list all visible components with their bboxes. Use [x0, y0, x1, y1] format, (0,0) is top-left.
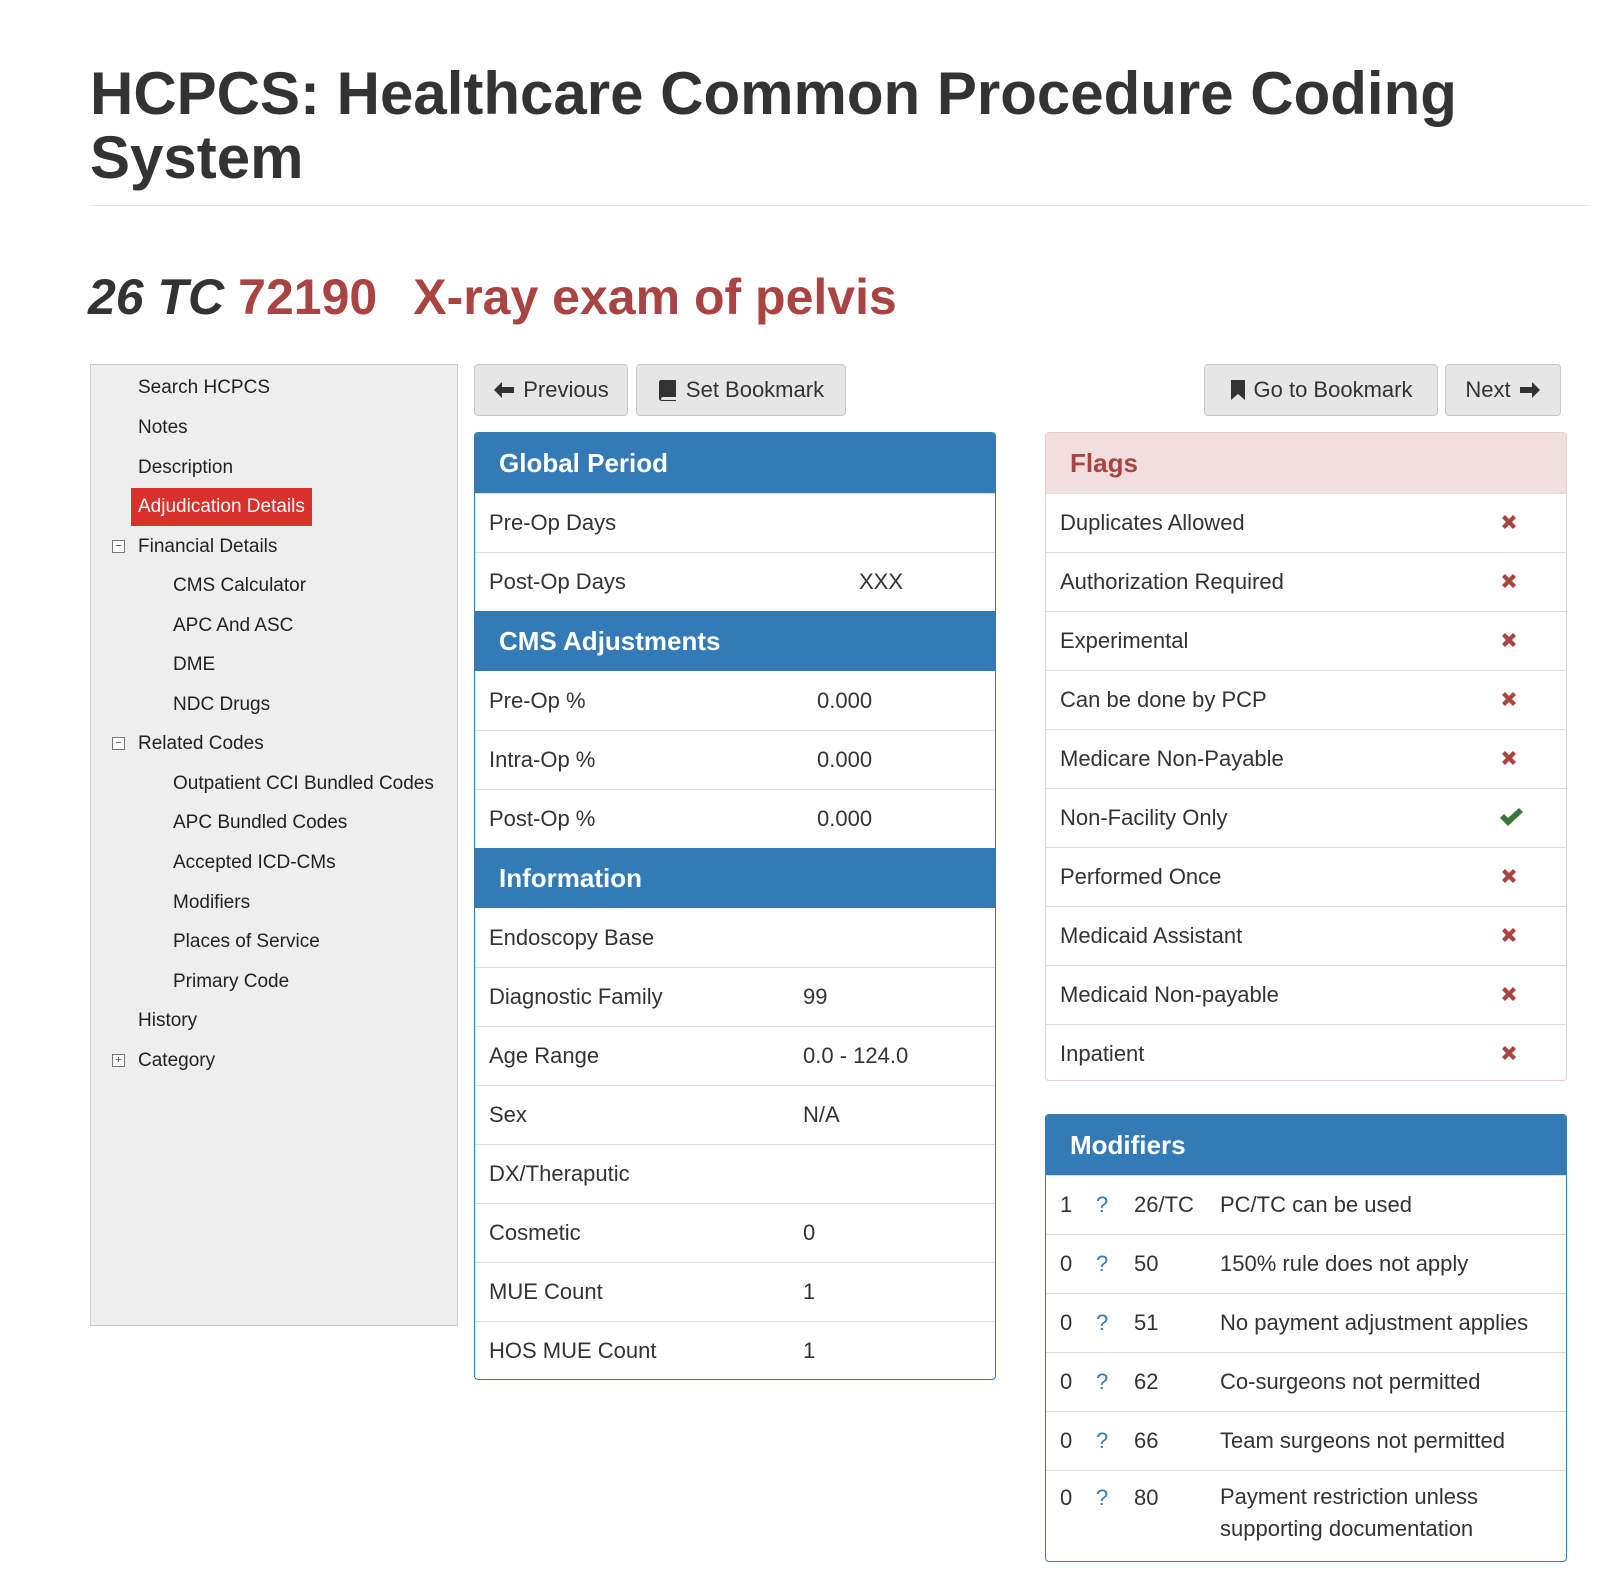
modifier-code: 51 — [1134, 1310, 1159, 1335]
expand-icon[interactable]: + — [112, 1054, 125, 1067]
row-label: Pre-Op Days — [489, 510, 617, 535]
table-row — [475, 1203, 995, 1262]
modifier-text: No payment adjustment applies — [1220, 1310, 1529, 1335]
table-row — [475, 552, 995, 611]
sidebar-item-search-hcpcs[interactable]: Search HCPCS — [138, 377, 270, 398]
row-label: Post-Op Days — [489, 569, 626, 594]
code-title — [88, 268, 897, 326]
sidebar-item-accepted-icd-cms[interactable]: Accepted ICD-CMs — [173, 852, 336, 873]
modifier-code: 66 — [1134, 1428, 1159, 1453]
next-label: Next — [1465, 377, 1511, 402]
table-row — [475, 967, 995, 1026]
row-label: Intra-Op % — [489, 747, 596, 772]
table-row — [1046, 1293, 1566, 1352]
row-label: HOS MUE Count — [489, 1338, 657, 1363]
previous-label: Previous — [523, 377, 609, 402]
table-row — [475, 1321, 995, 1380]
table-row — [475, 1026, 995, 1085]
table-row — [1046, 1024, 1566, 1081]
set-bookmark-button[interactable] — [636, 364, 846, 416]
modifier-text: 150% rule does not apply — [1220, 1251, 1469, 1276]
table-row — [475, 1085, 995, 1144]
table-row — [1046, 670, 1566, 729]
help-link[interactable]: ? — [1096, 1369, 1109, 1394]
flag-label: Performed Once — [1060, 864, 1222, 889]
set-bookmark-label: Set Bookmark — [685, 377, 825, 402]
code-description: X-ray exam of pelvis — [413, 269, 897, 325]
row-label: DX/Theraputic — [489, 1161, 630, 1186]
help-link[interactable]: ? — [1096, 1485, 1109, 1510]
table-row — [1046, 1470, 1566, 1558]
table-row — [475, 671, 995, 730]
cross-icon — [1498, 865, 1520, 893]
sidebar-item-notes[interactable]: Notes — [138, 417, 188, 438]
row-value: XXX — [859, 569, 904, 594]
cross-icon — [1498, 747, 1520, 775]
arrow-left-icon — [493, 381, 515, 399]
sidebar-item-related-codes[interactable]: Related Codes — [138, 733, 264, 754]
modifier-code: 26/TC — [1134, 1192, 1194, 1217]
table-row — [1046, 552, 1566, 611]
row-label: MUE Count — [489, 1279, 603, 1304]
cross-icon — [1498, 688, 1520, 716]
row-value: 0.0 - 124.0 — [803, 1043, 909, 1068]
modifier-indicator: 1 — [1060, 1192, 1073, 1217]
modifier-text: Payment restriction unless supporting documentation — [1220, 1484, 1478, 1541]
row-value: 99 — [803, 984, 828, 1009]
table-row — [1046, 611, 1566, 670]
table-row — [1046, 847, 1566, 906]
row-value: N/A — [803, 1102, 840, 1127]
flag-label: Can be done by PCP — [1060, 687, 1267, 712]
sidebar-item-places-of-service[interactable]: Places of Service — [173, 931, 320, 952]
table-row — [1046, 1175, 1566, 1234]
next-button[interactable] — [1445, 364, 1561, 416]
modifier-indicator: 0 — [1060, 1251, 1073, 1276]
cross-icon — [1498, 629, 1520, 657]
table-row — [1046, 1411, 1566, 1470]
sidebar-item-modifiers[interactable]: Modifiers — [173, 892, 251, 913]
row-label: Endoscopy Base — [489, 924, 655, 950]
modifier-text: Co-surgeons not permitted — [1220, 1369, 1481, 1394]
sidebar-item-history[interactable]: History — [138, 1010, 198, 1031]
sidebar-nav — [90, 364, 458, 1326]
row-value: 1 — [803, 1279, 816, 1304]
help-link[interactable]: ? — [1096, 1251, 1109, 1276]
flag-label: Inpatient — [1060, 1041, 1145, 1066]
go-to-bookmark-label: Go to Bookmark — [1253, 377, 1413, 402]
modifiers-panel — [1045, 1114, 1567, 1562]
flag-label: Authorization Required — [1060, 569, 1284, 594]
sidebar-item-adjudication-details[interactable]: Adjudication Details — [131, 488, 312, 526]
help-link[interactable]: ? — [1096, 1192, 1109, 1217]
modifier-indicator: 0 — [1060, 1485, 1073, 1510]
row-label: Sex — [489, 1102, 527, 1127]
modifier-indicator: 0 — [1060, 1310, 1073, 1335]
check-icon — [1498, 806, 1524, 834]
modifier-code: 62 — [1134, 1369, 1159, 1394]
title-divider — [90, 205, 1590, 206]
sidebar-item-financial-details[interactable]: Financial Details — [138, 536, 278, 557]
row-label: Pre-Op % — [489, 687, 586, 713]
table-row — [475, 1262, 995, 1321]
cms-adjustments-heading: CMS Adjustments — [475, 611, 995, 671]
table-row — [475, 908, 995, 967]
information-heading: Information — [475, 848, 995, 908]
flags-panel — [1045, 432, 1567, 1081]
modifier-code: 80 — [1134, 1485, 1159, 1510]
sidebar-item-primary-code[interactable]: Primary Code — [173, 971, 290, 992]
cross-icon — [1498, 570, 1520, 598]
table-row — [475, 493, 995, 552]
flag-label: Medicaid Assistant — [1060, 923, 1243, 948]
table-row — [1046, 965, 1566, 1024]
collapse-icon[interactable]: − — [112, 540, 125, 553]
cross-icon — [1498, 983, 1520, 1011]
sidebar-item-ndc-drugs[interactable]: NDC Drugs — [173, 694, 271, 715]
page-title: HCPCS: Healthcare Common Procedure Coding System — [90, 60, 1457, 191]
table-row — [1046, 493, 1566, 552]
modifier-text: PC/TC can be used — [1220, 1192, 1412, 1217]
flag-label: Duplicates Allowed — [1060, 510, 1245, 535]
row-label: Age Range — [489, 1043, 600, 1068]
table-row — [475, 730, 995, 789]
sidebar-item-description[interactable]: Description — [138, 457, 234, 478]
details-panel — [474, 432, 996, 1380]
cross-icon — [1498, 511, 1520, 539]
sidebar-item-cms-calculator[interactable]: CMS Calculator — [173, 575, 307, 596]
sidebar-item-apc-and-asc[interactable]: APC And ASC — [173, 615, 294, 636]
table-row — [1046, 1234, 1566, 1293]
help-link[interactable]: ? — [1096, 1310, 1109, 1335]
row-value: 0 — [803, 1220, 816, 1245]
flag-label: Experimental — [1060, 628, 1189, 653]
flag-label: Medicaid Non-payable — [1060, 982, 1279, 1007]
code-modifiers: 26 TC — [88, 269, 225, 325]
table-row — [1046, 1352, 1566, 1411]
row-label: Diagnostic Family — [489, 984, 663, 1009]
row-value: 0.000 — [817, 747, 873, 772]
row-value: 0.000 — [817, 806, 873, 831]
sidebar-item-apc-bundled-codes[interactable]: APC Bundled Codes — [173, 812, 348, 833]
flags-heading: Flags — [1046, 433, 1566, 493]
flag-label: Non-Facility Only — [1060, 805, 1228, 830]
sidebar-item-dme[interactable]: DME — [173, 654, 216, 675]
modifier-indicator: 0 — [1060, 1369, 1073, 1394]
row-value: 0.000 — [817, 687, 873, 713]
modifier-text: Team surgeons not permitted — [1220, 1428, 1505, 1453]
row-label: Cosmetic — [489, 1220, 581, 1245]
sidebar-item-category[interactable]: Category — [138, 1050, 216, 1071]
sidebar-item-outpatient-cci-bundled-codes[interactable]: Outpatient CCI Bundled Codes — [173, 773, 434, 794]
arrow-right-icon — [1519, 381, 1541, 399]
book-icon — [658, 379, 678, 401]
flag-label: Medicare Non-Payable — [1060, 746, 1284, 771]
code-number: 72190 — [238, 269, 378, 325]
modifiers-heading: Modifiers — [1046, 1115, 1566, 1175]
bookmark-icon — [1230, 379, 1246, 401]
global-period-heading: Global Period — [475, 433, 995, 493]
collapse-icon[interactable]: − — [112, 737, 125, 750]
table-row — [1046, 788, 1566, 847]
previous-button[interactable] — [474, 364, 628, 416]
help-link[interactable]: ? — [1096, 1428, 1109, 1453]
table-row — [1046, 729, 1566, 788]
row-value: 1 — [803, 1338, 816, 1363]
modifier-indicator: 0 — [1060, 1428, 1073, 1453]
table-row — [1046, 906, 1566, 965]
cross-icon — [1498, 1042, 1520, 1070]
go-to-bookmark-button[interactable] — [1204, 364, 1438, 416]
table-row — [475, 1144, 995, 1203]
modifier-code: 50 — [1134, 1251, 1159, 1276]
cross-icon — [1498, 924, 1520, 952]
row-label: Post-Op % — [489, 806, 596, 831]
table-row — [475, 789, 995, 848]
